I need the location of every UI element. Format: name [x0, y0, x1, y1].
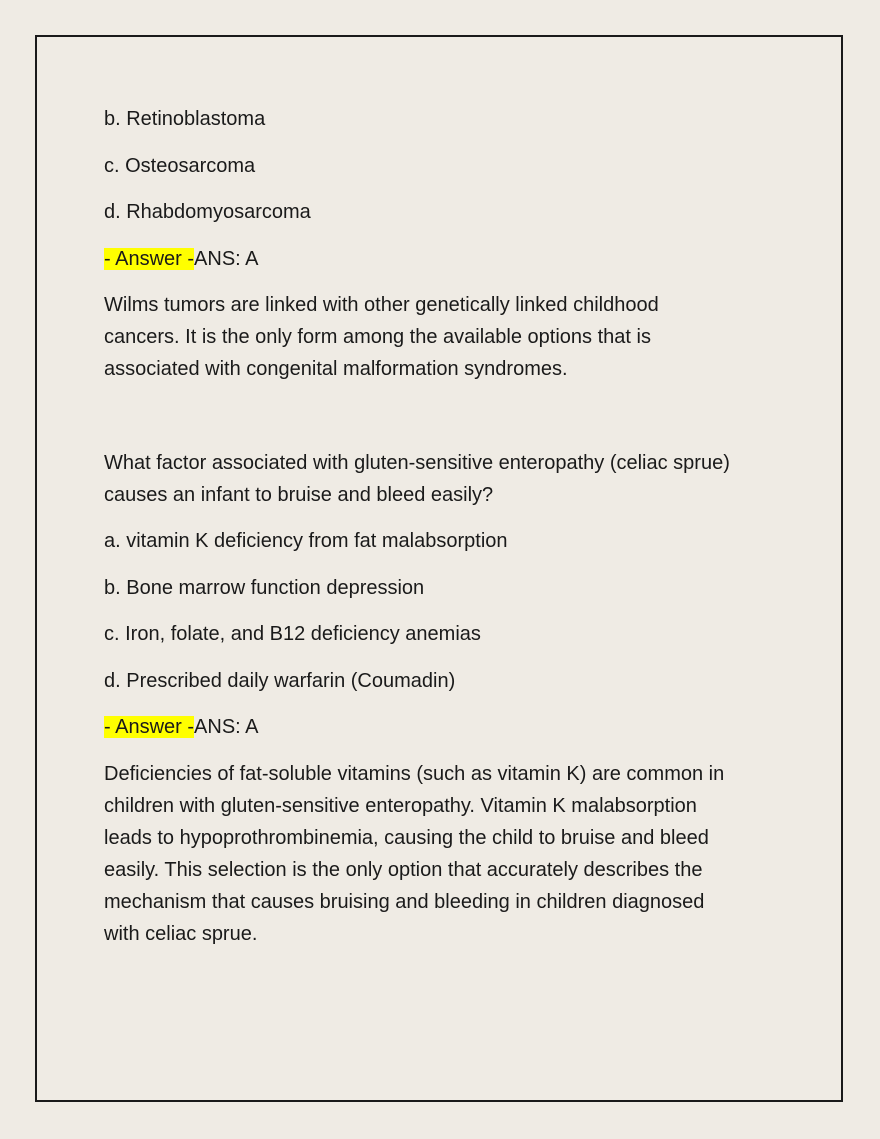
rationale-line: associated with congenital malformation syndromes.	[104, 358, 568, 380]
option-c: c. Iron, folate, and B12 deficiency anemias	[104, 623, 481, 645]
option-c: c. Osteosarcoma	[104, 154, 256, 177]
section-gap	[104, 400, 784, 447]
stem-line: causes an infant to bruise and bleed easily?	[104, 483, 494, 506]
rationale-line: children with gluten-sensitive enteropathy. Vitamin K malabsorption	[104, 794, 697, 817]
answer-label: - Answer -	[104, 716, 195, 738]
answer-line	[104, 711, 784, 743]
option-a: a. vitamin K deficiency from fat malabsorption	[104, 530, 508, 552]
rationale-line: leads to hypoprothrombinemia, causing the child to bruise and bleed	[104, 826, 709, 849]
answer-value: ANS: A	[194, 247, 259, 270]
answer-value: ANS: A	[194, 716, 259, 738]
rationale	[104, 758, 784, 950]
stem-line: What factor associated with gluten-sensitive enteropathy (celiac sprue)	[104, 451, 730, 474]
question-stem	[104, 447, 784, 511]
question-1	[104, 103, 784, 385]
answer-label: - Answer -	[104, 247, 195, 270]
rationale-line: easily. This selection is the only option that accurately describes the	[104, 858, 703, 881]
rationale-line: with celiac sprue.	[104, 922, 258, 945]
rationale-line: Wilms tumors are linked with other genetically linked childhood	[104, 294, 659, 316]
question-2	[104, 447, 784, 950]
option-b: b. Bone marrow function depression	[104, 576, 425, 599]
rationale-line: cancers. It is the only form among the available options that is	[104, 326, 651, 348]
option-b: b. Retinoblastoma	[104, 108, 266, 130]
rationale-line: Deficiencies of fat-soluble vitamins (such as vitamin K) are common in	[104, 762, 725, 785]
rationale	[104, 289, 784, 385]
rationale-line: mechanism that causes bruising and bleeding in children diagnosed	[104, 890, 705, 913]
option-d: d. Rhabdomyosarcoma	[104, 201, 311, 223]
option-d: d. Prescribed daily warfarin (Coumadin)	[104, 669, 456, 692]
answer-line	[104, 243, 784, 275]
document-content	[104, 103, 784, 964]
